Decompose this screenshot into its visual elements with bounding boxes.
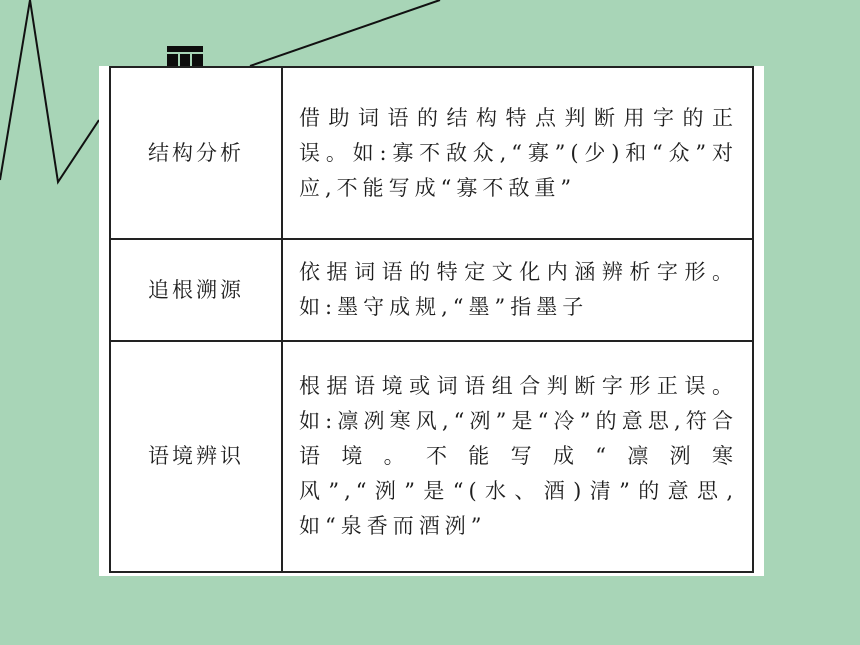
grid-icon [167,46,203,66]
diagonal-line [250,0,440,66]
table-row [110,67,753,239]
zigzag-line [0,0,99,182]
method-description: 根据语境或词语组合判断字形正误。如:凛冽寒风,“冽”是“冷”的意思,符合语境。不能写成“凛洌寒风”,“洌”是“(水、酒)清”的意思,如“泉香而酒洌” [282,341,753,572]
table-row [110,239,753,341]
method-term: 结构分析 [110,67,282,239]
method-table-panel [99,66,764,576]
method-table [109,66,754,573]
method-term: 追根溯源 [110,239,282,341]
method-description: 依据词语的特定文化内涵辨析字形。如:墨守成规,“墨”指墨子 [282,239,753,341]
method-term: 语境辨识 [110,341,282,572]
table-row [110,341,753,572]
method-description: 借助词语的结构特点判断用字的正误。如:寡不敌众,“寡”(少)和“众”对应,不能写成“寡不敌重” [282,67,753,239]
